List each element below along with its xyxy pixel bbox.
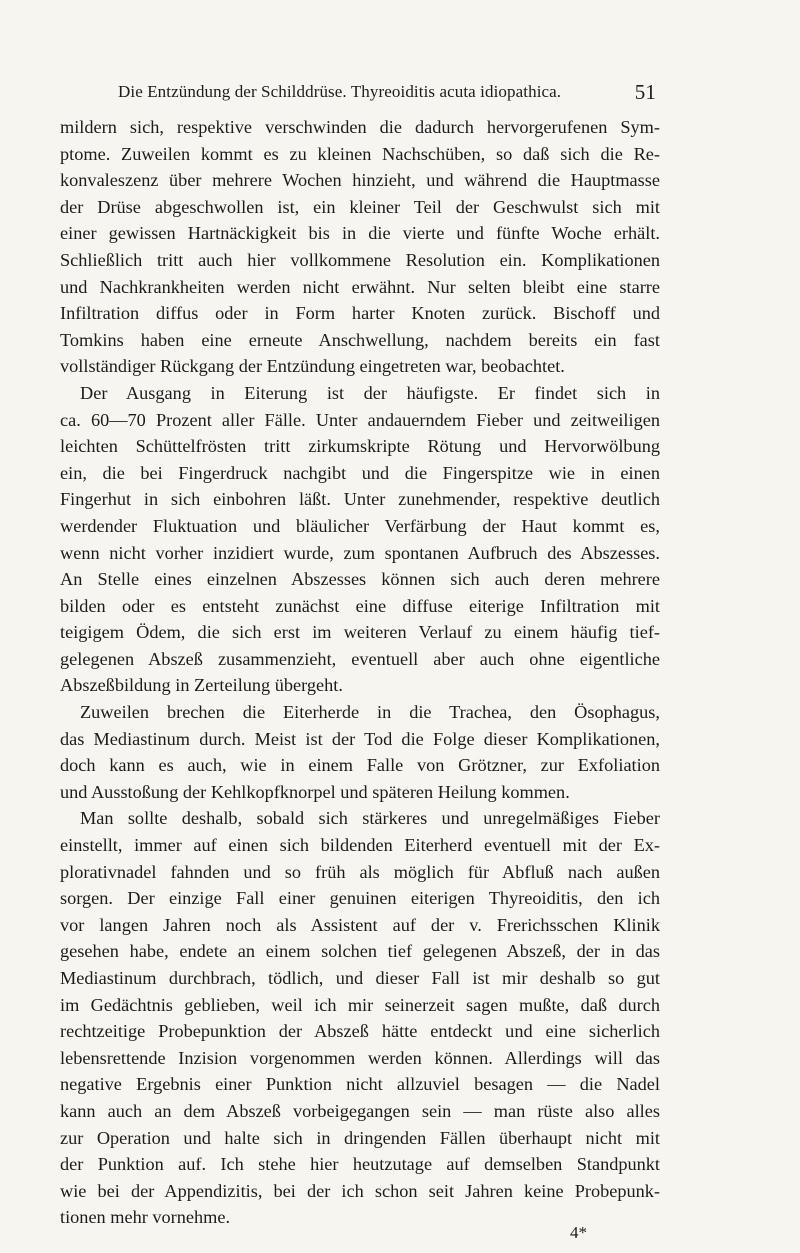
text-line: vor langen Jahren noch als Assistent auf der v. Frerichsschen Klinik: [60, 914, 660, 935]
text-line: wenn nicht vorher inzidiert wurde, zum spontanen Aufbruch des Abszesses.: [60, 542, 660, 563]
text-line: negative Ergebnis einer Punktion nicht allzuviel besagen — die Nadel: [60, 1074, 660, 1095]
text-line: plorativnadel fahnden und so früh als möglich für Abfluß nach außen: [60, 861, 660, 882]
text-line: lebensrettende Inzision vorgenommen werden können. Allerdings will das: [60, 1047, 660, 1068]
paragraph-3: [60, 699, 660, 805]
text-line: konvaleszenz über mehrere Wochen hinzieht, und während die Hauptmasse: [60, 170, 660, 191]
text-line: gelegenen Abszeß zusammenzieht, eventuell aber auch ohne eigentliche: [60, 648, 660, 669]
text-line: ein, die bei Fingerdruck nachgibt und die Fingerspitze wie in einen: [60, 462, 660, 483]
text-line: im Gedächtnis geblieben, weil ich mir seinerzeit sagen mußte, daß durch: [60, 994, 660, 1015]
text-line: kann auch an dem Abszeß vorbeigegangen sein — man rüste also alles: [60, 1100, 660, 1121]
text-line: ca. 60—70 Prozent aller Fälle. Unter andauerndem Fieber und zeitweiligen: [60, 409, 660, 430]
text-line: das Mediastinum durch. Meist ist der Tod die Folge dieser Komplikationen,: [60, 728, 660, 749]
text-line: doch kann es auch, wie in einem Falle von Grötzner, zur Exfoliation: [60, 755, 660, 776]
text-line: gesehen habe, endete an einem solchen tief gelegenen Abszeß, der in das: [60, 941, 660, 962]
text-line: und Ausstoßung der Kehlkopfknorpel und späteren Heilung kommen.: [60, 781, 570, 802]
text-line: rechtzeitige Probepunktion der Abszeß hätte entdeckt und eine sicherlich: [60, 1021, 660, 1042]
text-line: Man sollte deshalb, sobald sich stärkeres und unregelmäßiges Fieber: [80, 808, 660, 829]
text-line: teigigem Ödem, die sich erst im weiteren Verlauf zu einem häufig tief-: [60, 622, 660, 643]
text-line: werdender Fluktuation und bläulicher Verfärbung der Haut kommt es,: [60, 515, 660, 536]
body-text: [60, 114, 660, 1231]
text-line: sorgen. Der einzige Fall einer genuinen eiterigen Thyreoiditis, den ich: [60, 888, 660, 909]
text-line: Mediastinum durchbrach, tödlich, und dieser Fall ist mir deshalb so gut: [60, 968, 660, 988]
text-line: der Drüse abgeschwollen ist, ein kleiner Teil der Geschwulst sich mit: [60, 196, 660, 217]
text-line: Abszeßbildung in Zerteilung übergeht.: [60, 675, 343, 696]
text-line: und Nachkrankheiten werden nicht erwähnt. Nur selten bleibt eine starre: [60, 276, 660, 297]
text-line: einstellt, immer auf einen sich bildenden Eiterherd eventuell mit der Ex-: [60, 835, 660, 856]
running-header: [118, 82, 656, 106]
paragraph-2: [60, 380, 660, 699]
text-line: tionen mehr vornehme.: [60, 1207, 231, 1228]
text-line: Zuweilen brechen die Eiterherde in die Trachea, den Ösophagus,: [80, 702, 660, 723]
text-line: Der Ausgang in Eiterung ist der häufigste. Er findet sich in: [80, 382, 660, 403]
signature-mark: 4*: [570, 1223, 587, 1242]
text-line: Tomkins haben eine erneute Anschwellung, nachdem bereits ein fast: [60, 329, 660, 350]
text-line: Schließlich tritt auch hier vollkommene Resolution ein. Komplikationen: [60, 249, 660, 270]
text-line: mildern sich, respektive verschwinden die dadurch hervorgerufenen Sym-: [60, 117, 660, 137]
paragraph-4: [60, 805, 660, 1231]
text-line: Fingerhut in sich einbohren läßt. Unter zunehmender, respektive deutlich: [60, 489, 660, 510]
text-line: An Stelle eines einzelnen Abszesses können sich auch deren mehrere: [60, 569, 660, 590]
text-line: der Punktion auf. Ich stehe hier heutzutage auf demselben Standpunkt: [60, 1154, 660, 1175]
running-title: Die Entzündung der Schilddrüse. Thyreoiditis acuta idiopathica.: [118, 82, 562, 101]
text-line: Infiltration diffus oder in Form harter Knoten zurück. Bischoff und: [60, 303, 660, 324]
page-number: 51: [634, 80, 656, 104]
text-line: ptome. Zuweilen kommt es zu kleinen Nachschüben, so daß sich die Re-: [60, 143, 660, 164]
text-line: wie bei der Appendizitis, bei der ich schon seit Jahren keine Probepunk-: [60, 1180, 660, 1201]
text-line: vollständiger Rückgang der Entzündung eingetreten war, beobachtet.: [60, 356, 565, 377]
text-line: bilden oder es entsteht zunächst eine diffuse eiterige Infiltration mit: [60, 595, 660, 616]
paragraph-1: [60, 114, 660, 380]
text-line: leichten Schüttelfrösten tritt zirkumskripte Rötung und Hervorwölbung: [60, 436, 660, 457]
text-line: zur Operation und halte sich in dringenden Fällen überhaupt nicht mit: [60, 1127, 660, 1148]
text-line: einer gewissen Hartnäckigkeit bis in die vierte und fünfte Woche erhält.: [60, 223, 660, 244]
